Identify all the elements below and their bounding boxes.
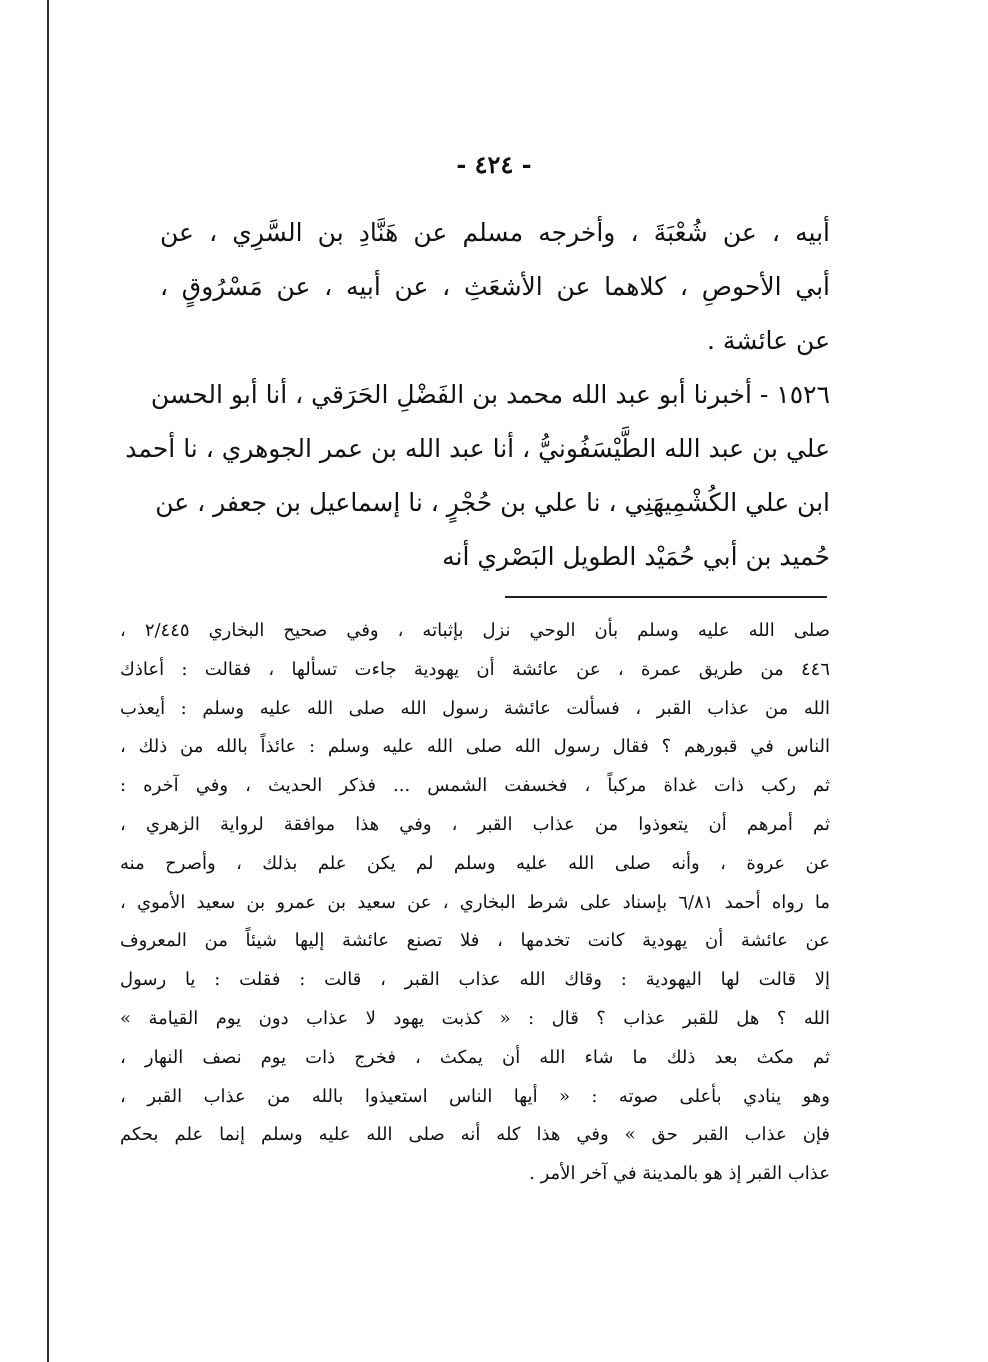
footnote-line: فإن عذاب القبر حق » وفي هذا كله أنه صلى الله عليه وسلم إنما علم بحكم — [120, 1124, 830, 1146]
footnote-line: الله ؟ هل للقبر عذاب ؟ قال : « كذبت يهود لا عذاب دون يوم القيامة » — [120, 1007, 830, 1029]
footnote-line: عن عائشة أن يهودية كانت تخدمها ، فلا تصنع عائشة إليها شيئاً من المعروف — [120, 930, 830, 952]
footnote-line: ثم ركب ذات غداة مركباً ، فخسفت الشمس ... فذكر الحديث ، وفي آخره : — [120, 775, 830, 797]
footnote-line: الناس في قبورهم ؟ فقال رسول الله صلى الله عليه وسلم : عائذاً بالله من ذلك ، — [120, 736, 830, 758]
margin-rule — [47, 0, 49, 1362]
footnote-line: ما رواه أحمد ٦/٨١ بإسناد على شرط البخاري ، عن سعيد بن عمرو بن سعيد الأموي ، — [120, 891, 830, 913]
footnote-line: إلا قالت لها اليهودية : وقاك الله عذاب القبر ، قالت : فقلت : يا رسول — [120, 969, 830, 991]
footnote-line: عذاب القبر إذ هو بالمدينة في آخر الأمر . — [529, 1163, 830, 1185]
main-line: أبيه ، عن شُعْبَةَ ، وأخرجه مسلم عن هَنَّادِ بن السَّرِي ، عن — [160, 218, 830, 247]
footnote-line: صلى الله عليه وسلم بأن الوحي نزل بإثباته ، وفي صحيح البخاري ٢/٤٤٥ ، — [120, 620, 830, 641]
hadith-1526-line: ١٥٢٦ - أخبرنا أبو عبد الله محمد بن الفَضْلِ الحَرَقي ، أنا أبو الحسن — [150, 380, 830, 409]
footnote-line: ٤٤٦ من طريق عمرة ، عن عائشة أن يهودية جاءت تسألها ، فقالت : أعاذك — [120, 658, 830, 680]
main-line: علي بن عبد الله الطَّيْسَفُونيُّ ، أنا عبد الله بن عمر الجوهري ، نا أحمد — [125, 434, 830, 463]
footnote-line: ثم أمرهم أن يتعوذوا من عذاب القبر ، وفي هذا موافقة لرواية الزهري ، — [120, 813, 830, 835]
main-text — [125, 206, 830, 584]
page-number: - ٤٢٤ - — [456, 150, 532, 179]
main-line: أبي الأحوصِ ، كلاهما عن الأشعَثِ ، عن أبيه ، عن مَسْرُوقٍ ، — [160, 272, 830, 301]
footnotes — [120, 612, 830, 1194]
main-line: عن عائشة . — [707, 326, 830, 355]
main-line: ابن علي الكُشْمِيهَنِي ، نا علي بن حُجْرٍ ، نا إسماعيل بن جعفر ، عن — [155, 488, 830, 517]
main-line: حُميد بن أبي حُمَيْد الطويل البَصْري أنه — [442, 542, 830, 571]
footnote-line: ثم مكث بعد ذلك ما شاء الله أن يمكث ، فخرج ذات يوم نصف النهار ، — [120, 1046, 830, 1068]
footnote-line: عن عروة ، وأنه صلى الله عليه وسلم لم يكن علم بذلك ، وأصرح منه — [120, 852, 830, 874]
footnote-line: الله من عذاب القبر ، فسألت عائشة رسول الله صلى الله عليه وسلم : أيعذب — [120, 697, 831, 719]
footnote-line: وهو ينادي بأعلى صوته : « أيها الناس استعيذوا بالله من عذاب القبر ، — [120, 1085, 830, 1107]
footnote-separator — [505, 596, 827, 598]
